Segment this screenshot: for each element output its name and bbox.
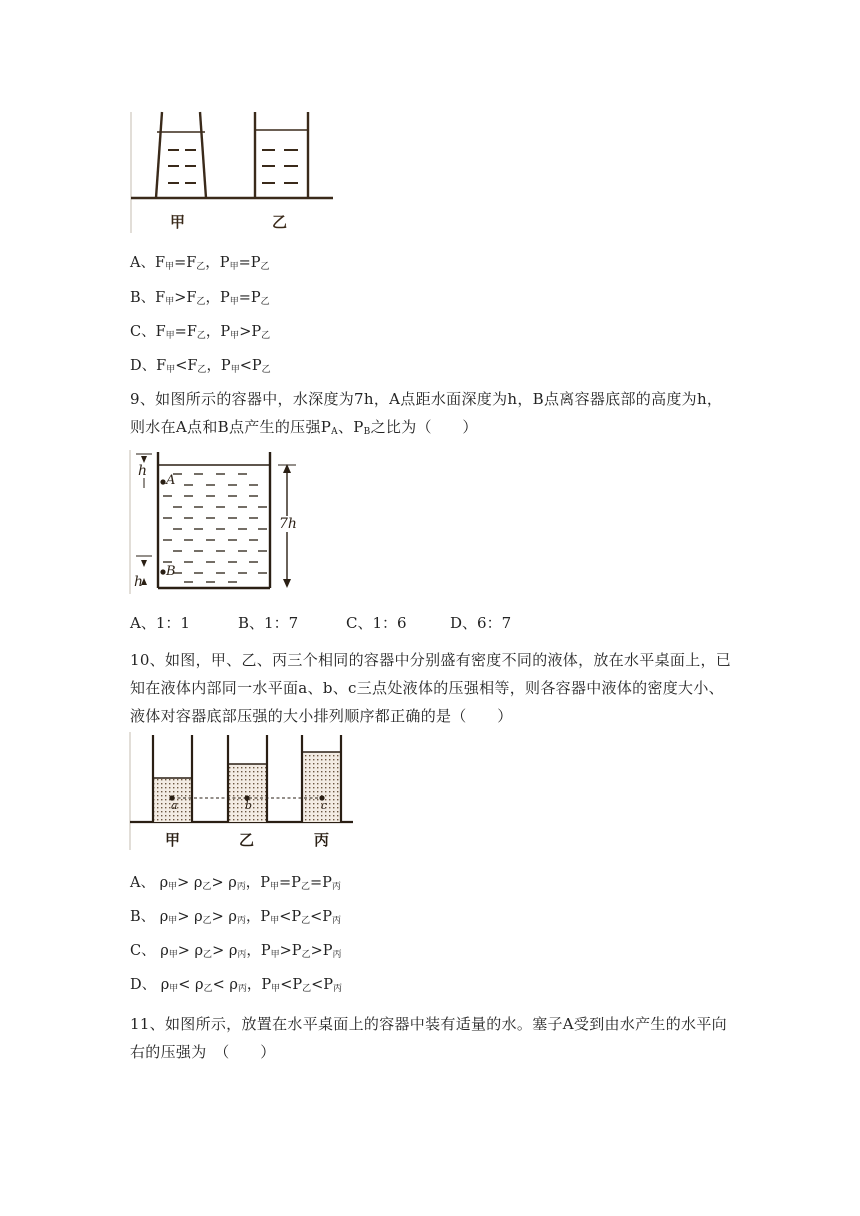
fig1-label-yi: 乙	[272, 213, 288, 231]
q8-option-b[interactable]: B、$F_甲>F_乙$，$P_甲=P_乙$	[130, 290, 270, 307]
fig-q9-label-h-bottom: h	[134, 574, 144, 590]
figure-q9-container	[128, 448, 303, 596]
fig-q10-label-yi: 乙	[239, 831, 255, 849]
fig1-label-jia: 甲	[170, 213, 186, 231]
q9-options	[130, 613, 511, 633]
figure-containers-jia-yi	[128, 110, 338, 235]
q8-option-a[interactable]: A、$F_甲=F_乙$，$P_甲=P_乙$	[130, 255, 270, 272]
fig-q10-point-b: b	[245, 799, 253, 812]
fig-q9-label-7h: 7h	[279, 516, 297, 532]
q9-question-text: 9、如图所示的容器中，水深度为7h，A点距水面深度为h，B点离容器底部的高度为h，则水在A点和B点产生的压强$P_A$、$P_B$之比为（ ）	[130, 390, 723, 437]
q9-option-c[interactable]: C、1：6	[346, 614, 407, 632]
fig-q10-label-bing: 丙	[314, 831, 330, 849]
q9-option-b[interactable]: B、1：7	[238, 614, 299, 632]
q8-option-c[interactable]: C、$F_甲=F_乙$，$P_甲>P_乙$	[130, 324, 271, 341]
q9-option-a[interactable]: A、1：1	[130, 614, 190, 632]
fig-q9-label-point-b: B	[166, 564, 176, 579]
q10-option-b[interactable]: B、 $\rho_甲> \rho_乙> \rho_丙$，$P_甲<P_乙<P_丙$	[130, 909, 342, 926]
fig-q10-label-jia: 甲	[165, 831, 181, 849]
q9-option-d[interactable]: D、6：7	[450, 614, 512, 632]
q10-question-text: 10、如图，甲、乙、丙三个相同的容器中分别盛有密度不同的液体，放在水平桌面上，已知在液体内部同一水平面a、b、c三点处液体的压强相等，则各容器中液体的密度大小、液体对容器底部压强的大小排列顺序都正确的是（ ）	[130, 651, 732, 725]
q10-option-d[interactable]: D、 $\rho_甲< \rho_乙< \rho_丙$，$P_甲<P_乙<P_丙$	[130, 977, 343, 994]
fig-q9-label-h-top: h	[138, 463, 148, 479]
q10-option-a[interactable]: A、 $\rho_甲> \rho_乙> \rho_丙$，$P_甲=P_乙=P_丙$	[130, 875, 341, 892]
q8-option-d[interactable]: D、$F_甲<F_乙$，$P_甲<P_乙$	[130, 358, 271, 375]
q10-option-c[interactable]: C、 $\rho_甲> \rho_乙> \rho_丙$，$P_甲>P_乙>P_丙$	[130, 943, 342, 960]
q11-question-text: 11、如图所示，放置在水平桌面上的容器中装有适量的水。塞子A受到由水产生的水平向右的压强为 （ ）	[130, 1015, 727, 1061]
fig-q9-label-point-a: A	[166, 473, 176, 488]
fig-q10-point-c: c	[321, 799, 328, 812]
figure-q10-containers	[128, 730, 358, 852]
fig-q10-point-a: a	[171, 799, 178, 812]
